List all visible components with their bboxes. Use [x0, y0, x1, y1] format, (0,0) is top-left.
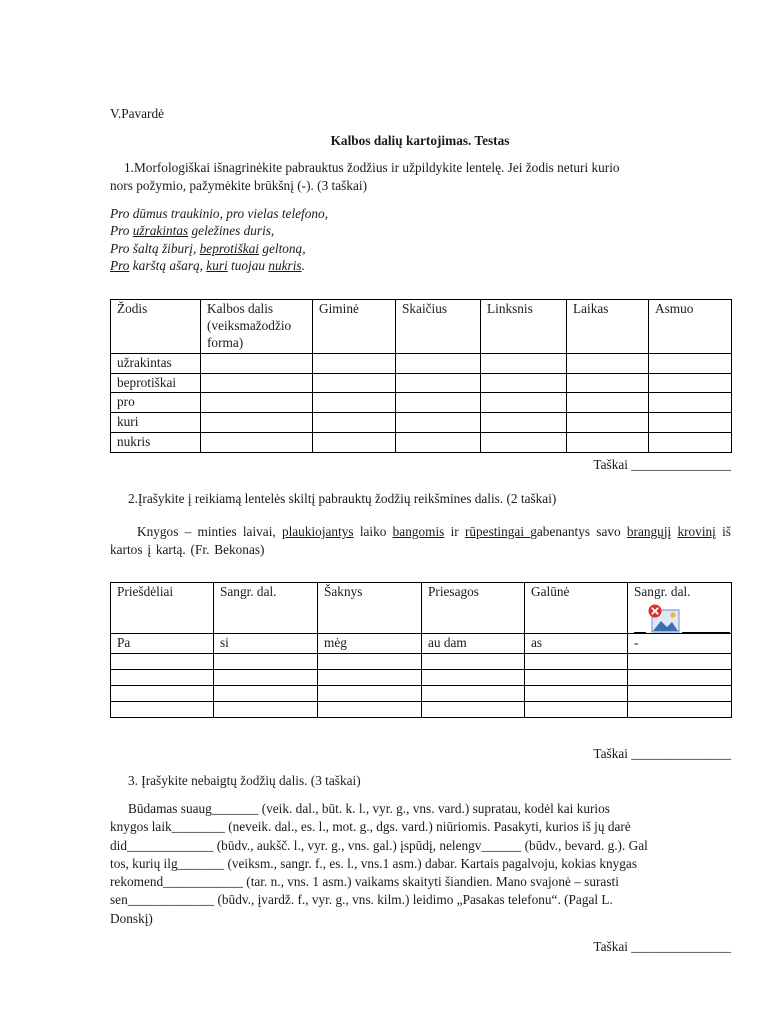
header-cell: Sangr. dal. [628, 583, 732, 634]
table-cell[interactable]: si [214, 634, 318, 654]
table-cell[interactable] [214, 701, 318, 717]
student-name-line: V.Pavardė [110, 106, 165, 121]
table-row [111, 669, 732, 685]
table-row [111, 373, 732, 393]
task2-instruction: 2.Įrašykite į reikiamą lentelės skiltį pabrauktų žodžių reikšmines dalis. (2 taškai) [128, 491, 557, 506]
text-line: rekomend____________ (tar. n., vns. 1 asm.) vaikams skaityti šiandien. Mano svajonė – surasti [110, 874, 619, 890]
answer-cell[interactable] [396, 373, 481, 393]
underline-stub [634, 632, 646, 633]
answer-cell[interactable] [201, 413, 313, 433]
underlined-word: Pro [110, 257, 130, 273]
text-line: did_____________ (būdv., aukšč. l., vyr. g., vns. gal.) įspūdį, nelengv______ (būdv., bevard. g.). Gal [110, 837, 648, 853]
answer-cell[interactable] [313, 433, 396, 453]
underlined-word: krovinį [677, 524, 716, 539]
underlined-word: užrakintas [132, 223, 189, 239]
table-cell[interactable]: au dam [422, 634, 525, 654]
table-row [111, 685, 732, 701]
answer-cell[interactable] [201, 353, 313, 373]
task3-text [110, 800, 648, 928]
table-cell[interactable] [525, 653, 628, 669]
answer-cell[interactable] [481, 393, 567, 413]
answer-cell[interactable] [313, 353, 396, 373]
poem-line: Pro šaltą žiburį, beprotiškai geltoną, [110, 240, 306, 256]
answer-cell[interactable] [313, 413, 396, 433]
answer-cell[interactable] [481, 353, 567, 373]
header-cell: Priesagos [422, 583, 525, 634]
answer-cell[interactable] [481, 433, 567, 453]
table-row [111, 634, 732, 654]
underline-stub [682, 632, 730, 633]
header-cell: Kalbos dalis (veiksmažodžio forma) [201, 300, 313, 354]
table-cell[interactable] [422, 653, 525, 669]
answer-cell[interactable] [313, 373, 396, 393]
word-cell: pro [111, 393, 201, 413]
table-cell[interactable] [318, 653, 422, 669]
answer-cell[interactable] [201, 373, 313, 393]
header-cell: Laikas [567, 300, 649, 354]
poem [110, 205, 328, 274]
underlined-word: kuri [206, 257, 228, 273]
table-row [111, 653, 732, 669]
text-line: sen_____________ (būdv., įvardž. f., vyr. g., vns. kilm.) leidimo „Pasakas telefonu“. (Pagal L. [110, 892, 613, 908]
text-line: tos, kurių ilg_______ (veiksm., sangr. f., es. l., vns.1 asm.) dabar. Kartais pagalvoju, kokias knygas [110, 855, 637, 871]
answer-cell[interactable] [567, 373, 649, 393]
header-cell: Asmuo [649, 300, 732, 354]
header-cell: Giminė [313, 300, 396, 354]
underlined-word: plaukiojantys [281, 524, 354, 539]
table-cell[interactable] [422, 701, 525, 717]
table-cell[interactable] [111, 685, 214, 701]
underlined-word: bangomis [392, 524, 445, 539]
text-line: knygos laik________ (neveik. dal., es. l., mot. g., dgs. vard.) niūriomis. Pasakyti, kurios iš jų darė [110, 819, 631, 835]
table-cell[interactable] [422, 669, 525, 685]
table-cell[interactable] [628, 653, 732, 669]
header-cell: Sangr. dal. [214, 583, 318, 634]
answer-cell[interactable] [481, 373, 567, 393]
table-row [111, 353, 732, 373]
underlined-word: brangųjį [626, 524, 672, 539]
table-cell[interactable] [628, 701, 732, 717]
table-cell[interactable] [318, 701, 422, 717]
morphology-table [110, 299, 732, 453]
header-cell: Šaknys [318, 583, 422, 634]
table-cell[interactable] [318, 685, 422, 701]
word-cell: beprotiškai [111, 373, 201, 393]
word-cell: kuri [111, 413, 201, 433]
poem-line: Pro užrakintas geležines duris, [110, 223, 275, 239]
table-cell[interactable] [214, 669, 318, 685]
table-cell[interactable] [525, 685, 628, 701]
answer-cell[interactable] [649, 413, 732, 433]
answer-cell[interactable] [313, 393, 396, 413]
table-cell[interactable] [525, 669, 628, 685]
answer-cell[interactable] [567, 353, 649, 373]
table-cell[interactable] [422, 685, 525, 701]
word-cell: nukris [111, 433, 201, 453]
answer-cell[interactable] [201, 393, 313, 413]
poem-line: Pro karštą ašarą, kuri tuojau nukris. [110, 257, 305, 273]
header-cell: Galūnė [525, 583, 628, 634]
answer-cell[interactable] [396, 433, 481, 453]
answer-cell[interactable] [396, 413, 481, 433]
table-header-row [111, 583, 732, 634]
answer-cell[interactable] [396, 353, 481, 373]
answer-cell[interactable] [567, 433, 649, 453]
answer-cell[interactable] [567, 393, 649, 413]
task1-instruction: 1.Morfologiškai išnagrinėkite pabrauktus žodžius ir užpildykite lentelę. Jei žodis neturi kurio [124, 160, 620, 175]
underlined-word: beprotiškai [199, 240, 259, 256]
page-title: Kalbos dalių kartojimas. Testas [330, 133, 510, 148]
task1-score: Taškai _______________ [593, 457, 731, 472]
task3-score: Taškai _______________ [593, 939, 731, 954]
table-cell[interactable] [214, 685, 318, 701]
answer-cell[interactable] [201, 433, 313, 453]
answer-cell[interactable] [649, 433, 732, 453]
task1-instruction-cont: nors požymio, pažymėkite brūkšnį (-). (3 taškai) [110, 178, 368, 193]
table-header-row [111, 300, 732, 354]
table-cell[interactable]: - [628, 634, 732, 654]
table-cell[interactable] [111, 701, 214, 717]
morphemes-table [110, 582, 732, 718]
table-cell[interactable] [628, 669, 732, 685]
answer-cell[interactable] [649, 353, 732, 373]
table-cell[interactable] [111, 669, 214, 685]
table-row [111, 701, 732, 717]
table-cell[interactable] [214, 653, 318, 669]
broken-image-icon [648, 604, 676, 630]
table-row [111, 393, 732, 413]
table-cell[interactable]: as [525, 634, 628, 654]
answer-cell[interactable] [396, 393, 481, 413]
text-line: Būdamas suaug_______ (veik. dal., būt. k. l., vyr. g., vns. vard.) supratau, kodėl kai kurios [128, 801, 610, 816]
table-cell[interactable] [111, 653, 214, 669]
table-cell[interactable] [318, 669, 422, 685]
task2-text: Knygos – minties laivai, plaukiojantys laiko bangomis ir rūpestingai gabenantys savo brangųjį krovinį iš kartos į kartą. (Fr. Bekonas) [110, 524, 731, 557]
header-cell: Priešdėliai [111, 583, 214, 634]
table-cell[interactable] [525, 701, 628, 717]
table-row [111, 433, 732, 453]
table-cell[interactable]: mėg [318, 634, 422, 654]
text-line: Donskį) [110, 910, 153, 926]
answer-cell[interactable] [649, 393, 732, 413]
answer-cell[interactable] [567, 413, 649, 433]
header-cell: Žodis [111, 300, 201, 354]
underlined-word: nukris [268, 257, 302, 273]
task3-instruction: 3. Įrašykite nebaigtų žodžių dalis. (3 taškai) [128, 773, 361, 788]
word-cell: užrakintas [111, 353, 201, 373]
table-cell[interactable]: Pa [111, 634, 214, 654]
answer-cell[interactable] [649, 373, 732, 393]
header-cell: Skaičius [396, 300, 481, 354]
table-row [111, 413, 732, 433]
table-cell[interactable] [628, 685, 732, 701]
poem-line: Pro dūmus traukinio, pro vielas telefono, [110, 206, 329, 221]
task2-score: Taškai _______________ [593, 746, 731, 761]
answer-cell[interactable] [481, 413, 567, 433]
underlined-word: rūpestingai [464, 524, 531, 539]
header-cell: Linksnis [481, 300, 567, 354]
